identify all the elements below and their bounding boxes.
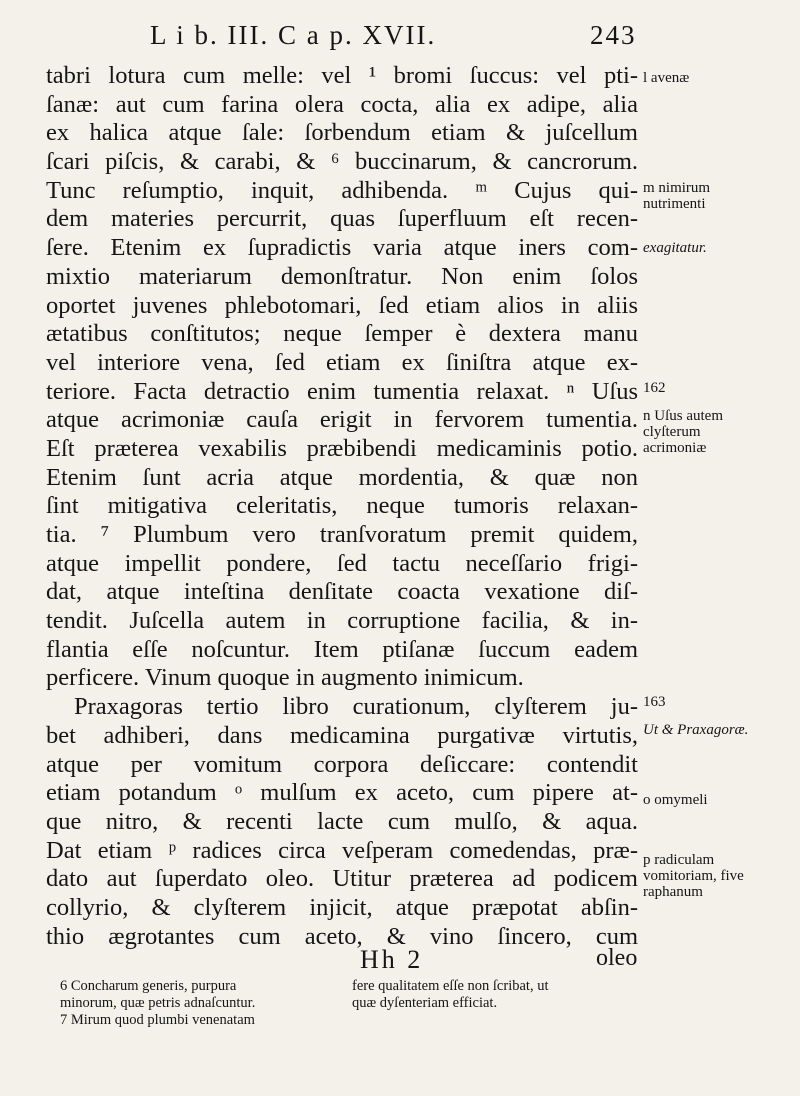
text-line: atque impellit pondere, ſed tactu neceſſario frigi- (46, 549, 638, 577)
text-line: atque acrimoniæ cauſa erigit in fervorem tumentia. (46, 406, 638, 434)
text-line: collyrio, & clyſterem injicit, atque præpotat abſin- (46, 893, 638, 921)
footnotes-right-column (352, 978, 652, 1012)
text-line: ſcari piſcis, & carabi, & ⁶ buccinarum, & cancrorum. (46, 148, 638, 176)
text-line: dato aut ſuperdato oleo. Utitur præterea ad podicem (46, 865, 638, 893)
margin-section-number: 163 (643, 694, 666, 710)
footnote-line: fere qualitatem eſſe non ſcribat, ut (352, 978, 549, 994)
text-line: Tunc reſumptio, inquit, adhibenda. ᵐ Cujus qui- (46, 176, 638, 204)
margin-note: o omymeli (643, 792, 708, 808)
margin-note: n Uſus autem clyſterum acrimoniæ (643, 408, 723, 456)
text-line: mixtio materiarum demonſtratur. Non enim ſolos (46, 262, 638, 290)
footnote-line: quæ dyſenteriam efficiat. (352, 995, 498, 1011)
margin-note: exagitatur. (643, 240, 707, 256)
text-line: vel interiore vena, ſed etiam ex ſiniſtra atque ex- (46, 348, 638, 376)
margin-note: p radiculam vomitoriam, five raphanum (643, 852, 744, 900)
text-line: tia. ⁷ Plumbum vero tranſvoratum premit quidem, (46, 521, 638, 548)
text-line: Dat etiam ᵖ radices circa veſperam comedendas, præ- (46, 836, 638, 864)
text-line: tendit. Juſcella autem in corruptione facilia, & in- (46, 607, 638, 635)
running-head: L i b. III. C a p. XVII. (150, 20, 437, 50)
text-line: que nitro, & recenti lacte cum mulſo, & aqua. (46, 807, 638, 835)
margin-note: m nimirum nutrimenti (643, 180, 711, 212)
footnotes-left-column (60, 978, 330, 1029)
footnote-line: 7 Mirum quod plumbi venenatam (60, 1012, 255, 1028)
footnote-line: minorum, quæ petris adnaſcuntur. (60, 995, 256, 1011)
catchword: oleo (596, 945, 638, 971)
text-line: teriore. Facta detractio enim tumentia relaxat. ⁿ Uſus (46, 377, 638, 405)
text-line: Praxagoras tertio libro curationum, clyſterem ju- (74, 693, 638, 721)
text-line: thio ægrotantes cum aceto, & vino ſincero, cum (46, 922, 638, 950)
text-line: dem materies percurrit, quas ſuperfluum eſt recen- (46, 205, 638, 233)
signature-mark: Hh 2 (360, 945, 424, 974)
footnote-line: 6 Concharum generis, purpura (60, 978, 237, 994)
text-line: ætatibus conſtitutos; neque ſemper è dextera manu (46, 320, 638, 348)
text-line: tabri lotura cum melle: vel ¹ bromi ſuccus: vel pti- (46, 62, 638, 89)
margin-note: Ut & Praxagoræ. (643, 722, 749, 738)
text-line: dat, atque inteſtina denſitate coacta vexatione diſ- (46, 578, 638, 606)
text-line: ſint mitigativa celeritatis, neque tumoris relaxan- (46, 492, 638, 520)
margin-note: l avenæ (643, 70, 690, 86)
text-line: ſere. Etenim ex ſupradictis varia atque iners com- (46, 234, 638, 262)
text-line: Eſt præterea vexabilis præbibendi medicaminis potio. (46, 434, 638, 462)
text-line: etiam potandum ᵒ mulſum ex aceto, cum pipere at- (46, 779, 638, 807)
margin-section-number: 162 (643, 380, 666, 396)
text-line: Etenim ſunt acria atque mordentia, & quæ non (46, 463, 638, 491)
text-line: bet adhiberi, dans medicamina purgativæ virtutis, (46, 721, 638, 749)
text-line: oportet juvenes phlebotomari, ſed etiam alios in aliis (46, 291, 638, 319)
text-line: ſanæ: aut cum farina olera cocta, alia ex adipe, alia (46, 90, 638, 118)
text-line: ex halica atque ſale: ſorbendum etiam & juſcellum (46, 119, 638, 147)
text-line: flantia eſſe noſcuntur. Item ptiſanæ ſuccum eadem (46, 635, 638, 663)
page-number: 243 (590, 20, 637, 50)
text-line: atque per vomitum corpora deſiccare: contendit (46, 750, 638, 778)
main-text-block (46, 62, 638, 951)
text-line: perficere. Vinum quoque in augmento inimicum. (46, 664, 524, 692)
